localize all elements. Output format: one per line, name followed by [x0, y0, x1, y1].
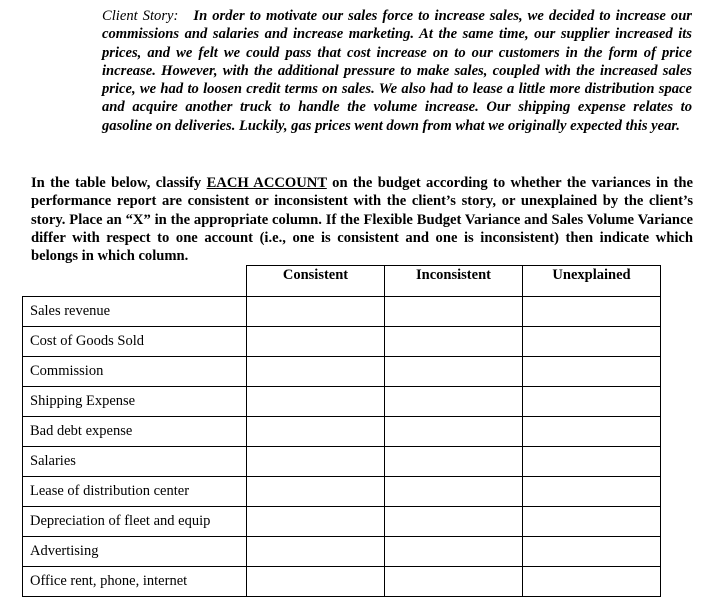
table-row: [23, 507, 661, 537]
table-row: [23, 327, 661, 357]
table-row: [23, 387, 661, 417]
account-name: Cost of Goods Sold: [23, 327, 247, 357]
account-name: Office rent, phone, internet: [23, 567, 247, 597]
table-row: [23, 537, 661, 567]
inconsistent-cell[interactable]: [385, 327, 523, 357]
account-name: Advertising: [23, 537, 247, 567]
unexplained-cell[interactable]: [523, 477, 661, 507]
client-story: [102, 7, 692, 135]
unexplained-cell[interactable]: [523, 567, 661, 597]
header-inconsistent: Inconsistent: [385, 266, 523, 297]
instructions-part1: In the table below, classify: [31, 175, 207, 191]
consistent-cell[interactable]: [247, 387, 385, 417]
inconsistent-cell[interactable]: [385, 507, 523, 537]
table-header-row: [23, 266, 661, 297]
unexplained-cell[interactable]: [523, 387, 661, 417]
inconsistent-cell[interactable]: [385, 357, 523, 387]
inconsistent-cell[interactable]: [385, 537, 523, 567]
unexplained-cell[interactable]: [523, 357, 661, 387]
account-name: Lease of distribution center: [23, 477, 247, 507]
account-name: Commission: [23, 357, 247, 387]
account-name: Depreciation of fleet and equip: [23, 507, 247, 537]
unexplained-cell[interactable]: [523, 297, 661, 327]
account-name: Salaries: [23, 447, 247, 477]
classification-table: [22, 265, 661, 597]
instructions-emphasis: EACH ACCOUNT: [206, 175, 327, 191]
consistent-cell[interactable]: [247, 357, 385, 387]
inconsistent-cell[interactable]: [385, 567, 523, 597]
consistent-cell[interactable]: [247, 537, 385, 567]
table-row: [23, 297, 661, 327]
header-blank-cell: [23, 266, 247, 297]
account-name: Shipping Expense: [23, 387, 247, 417]
inconsistent-cell[interactable]: [385, 387, 523, 417]
table-row: [23, 477, 661, 507]
account-name: Bad debt expense: [23, 417, 247, 447]
unexplained-cell[interactable]: [523, 507, 661, 537]
table-row: [23, 417, 661, 447]
table-row: [23, 447, 661, 477]
consistent-cell[interactable]: [247, 417, 385, 447]
table-row: [23, 567, 661, 597]
account-name: Sales revenue: [23, 297, 247, 327]
consistent-cell[interactable]: [247, 507, 385, 537]
instructions: [31, 174, 693, 265]
consistent-cell[interactable]: [247, 297, 385, 327]
unexplained-cell[interactable]: [523, 327, 661, 357]
inconsistent-cell[interactable]: [385, 447, 523, 477]
inconsistent-cell[interactable]: [385, 477, 523, 507]
header-unexplained: Unexplained: [523, 266, 661, 297]
consistent-cell[interactable]: [247, 477, 385, 507]
consistent-cell[interactable]: [247, 447, 385, 477]
table-row: [23, 357, 661, 387]
inconsistent-cell[interactable]: [385, 417, 523, 447]
inconsistent-cell[interactable]: [385, 297, 523, 327]
unexplained-cell[interactable]: [523, 417, 661, 447]
client-story-text: In order to motivate our sales force to increase sales, we decided to increase our commissions and salaries and increase marketing. At the same time, our supplier increased its prices, and we felt we could pass that cost increase on to our customers in the form of price increase. However, with the additional pressure to make sales, coupled with the increased sales price, we had to loosen credit terms on sales. We also had to lease a little more distribution space and acquire another truck to handle the volume increase. Our shipping expense relates to gasoline on deliveries. Luckily, gas prices went down from what we originally expected this year.: [102, 8, 692, 134]
unexplained-cell[interactable]: [523, 537, 661, 567]
instructions-part2: on the budget according to whether the variances in the performance report are consistent or inconsistent with the client’s story, or unexplained by the client’s story. Place an “X” in the appropriate column. If the Flexible Budget Variance and Sales Volume Variance differ with respect to one account (i.e., one is consistent and one is inconsistent) then indicate which belongs in which column.: [31, 175, 694, 265]
header-consistent: Consistent: [247, 266, 385, 297]
consistent-cell[interactable]: [247, 327, 385, 357]
consistent-cell[interactable]: [247, 567, 385, 597]
unexplained-cell[interactable]: [523, 447, 661, 477]
client-story-label: Client Story:: [102, 8, 179, 24]
